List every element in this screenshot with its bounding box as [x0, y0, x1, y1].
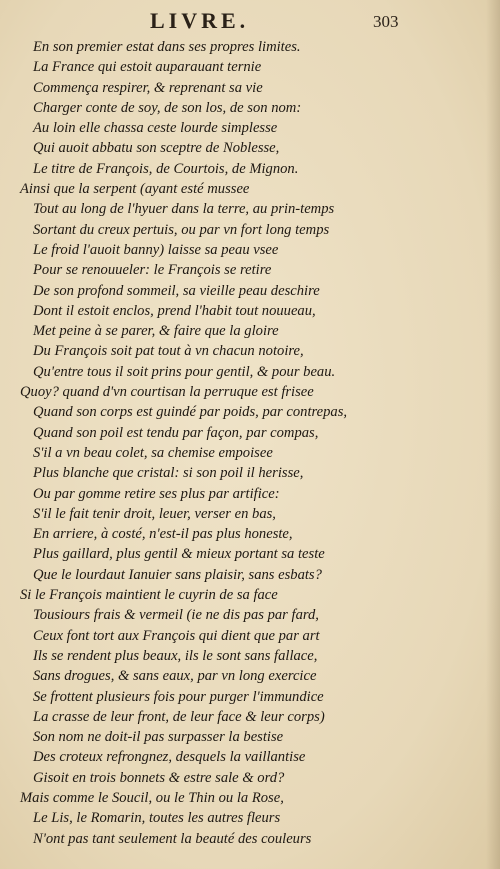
text-line: Le Lis, le Romarin, toutes les autres fleurs — [33, 810, 281, 827]
text-line: Plus blanche que cristal: si son poil il herisse, — [33, 465, 304, 482]
text-line: Tousiours frais & vermeil (ie ne dis pas par fard, — [33, 607, 319, 624]
text-line: Le titre de François, de Courtois, de Mignon. — [33, 160, 299, 177]
text-line: N'ont pas tant seulement la beauté des couleurs — [33, 830, 312, 847]
text-line: Du François soit pat tout à vn chacun notoire, — [33, 343, 304, 360]
text-line: S'il le fait tenir droit, leuer, verser en bas, — [33, 505, 276, 522]
text-line: Se frottent plusieurs fois pour purger l'immundice — [33, 688, 324, 705]
text-line: Sortant du creux pertuis, ou par vn fort long temps — [33, 221, 330, 238]
text-line: Au loin elle chassa ceste lourde simplesse — [33, 120, 278, 137]
text-line: En arriere, à costé, n'est-il pas plus honeste, — [33, 526, 293, 543]
text-line: Le froid l'auoit banny) laisse sa peau vsee — [33, 241, 279, 258]
text-line: S'il a vn beau colet, sa chemise empoisee — [33, 444, 273, 461]
text-line: Charger conte de soy, de son los, de son nom: — [33, 99, 302, 116]
text-line: Que le lourdaut Ianuier sans plaisir, sans esbats? — [33, 566, 322, 583]
running-header: LIVRE. — [150, 8, 250, 33]
text-line: Quoy? quand d'vn courtisan la perruque est frisee — [20, 384, 314, 401]
text-line: Pour se renouueler: le François se retire — [33, 262, 272, 279]
text-line: Met peine à se parer, & faire que la gloire — [33, 323, 279, 340]
text-line: Son nom ne doit-il pas surpasser la bestise — [33, 729, 284, 746]
text-line: Des croteux refrongnez, desquels la vaillantise — [33, 749, 306, 766]
text-line: Si le François maintient le cuyrin de sa face — [20, 587, 278, 604]
text-line: Sans drogues, & sans eaux, par vn long exercice — [33, 668, 317, 685]
page-number: 303 — [373, 12, 399, 31]
text-line: La crasse de leur front, de leur face & leur corps) — [33, 708, 325, 725]
text-line: Mais comme le Soucil, ou le Thin ou la Rose, — [20, 789, 284, 806]
text-line: Ceux font tort aux François qui dient que par art — [33, 627, 320, 644]
text-line: Quand son corps est guindé par poids, par contrepas, — [33, 404, 348, 421]
text-line: Ou par gomme retire ses plus par artifice: — [33, 485, 280, 502]
text-line: Qui auoit abbatu son sceptre de Noblesse, — [33, 140, 280, 157]
text-line: Qu'entre tous il soit prins pour gentil, & pour beau. — [33, 363, 336, 380]
poem-text — [0, 37, 500, 849]
text-line: Dont il estoit enclos, prend l'habit tout nouueau, — [33, 302, 316, 319]
text-line: Gisoit en trois bonnets & estre sale & ord? — [33, 769, 285, 786]
text-line: Plus gaillard, plus gentil & mieux portant sa teste — [33, 546, 325, 563]
text-line: La France qui estoit auparauant ternie — [33, 59, 262, 76]
text-line: Commença respirer, & reprenant sa vie — [33, 79, 263, 96]
text-line: Quand son poil est tendu par façon, par compas, — [33, 424, 319, 441]
text-line: Tout au long de l'hyuer dans la terre, au prin-temps — [33, 201, 335, 218]
text-line: Ainsi que la serpent (ayant esté mussee — [20, 181, 250, 198]
text-line: En son premier estat dans ses propres limites. — [33, 39, 301, 55]
text-line: Ils se rendent plus beaux, ils le sont sans fallace, — [33, 647, 318, 664]
text-line: De son profond sommeil, sa vieille peau deschire — [33, 282, 320, 299]
